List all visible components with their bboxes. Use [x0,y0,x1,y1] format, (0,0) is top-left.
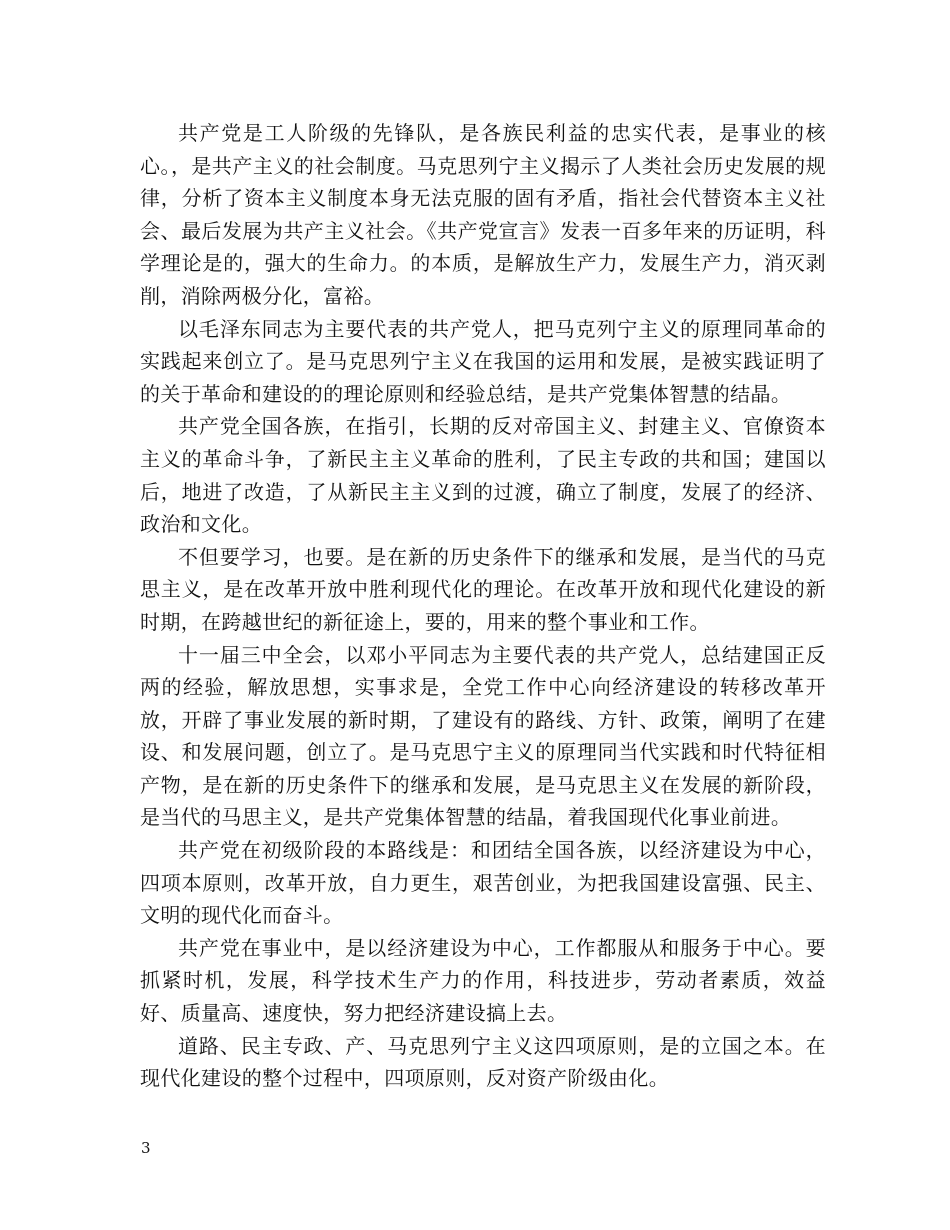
paragraph-3: 共产党全国各族，在指引，长期的反对帝国主义、封建主义、官僚资本主义的革命斗争，了新民主主义革命的胜利，了民主专政的共和国；建国以后，地进了改造，了从新民主主义到的过渡，确立了制度，发展了的经济、政治和文化。 [140,414,826,537]
paragraph-6: 共产党在初级阶段的本路线是：和团结全国各族，以经济建设为中心，四项本原则，改革开放，自力更生，艰苦创业，为把我国建设富强、民主、文明的现代化而奋斗。 [140,838,826,928]
paragraph-7: 共产党在事业中，是以经济建设为中心，工作都服从和服务于中心。要抓紧时机，发展，科学技术生产力的作用，科技进步，劳动者素质，效益好、质量高、速度快，努力把经济建设搞上去。 [140,935,826,1026]
paragraph-2: 以毛泽东同志为主要代表的共产党人，把马克列宁主义的原理同革命的实践起来创立了。是马克思列宁主义在我国的运用和发展，是被实践证明了的关于革命和建设的的理论原则和经验总结，是共产党集体智慧的结晶。 [140,316,826,406]
document-body [140,117,826,1095]
paragraph-4: 不但要学习，也要。是在新的历史条件下的继承和发展，是当代的马克思主义，是在改革开放中胜利现代化的理论。在改革开放和现代化建设的新时期，在跨越世纪的新征途上，要的，用来的整个事业和工作。 [140,544,826,634]
paragraph-5: 十一届三中全会，以邓小平同志为主要代表的共产党人，总结建国正反两的经验，解放思想，实事求是，全党工作中心向经济建设的转移改革开放，开辟了事业发展的新时期，了建设有的路线、方针、政策，阐明了在建设、和发展问题，创立了。是马克思宁主义的原理同当代实践和时代特征相产物，是在新的历史条件下的继承和发展，是马克思主义在发展的新阶段，是当代的马思主义，是共产党集体智慧的结晶，着我国现代化事业前进。 [140,642,826,830]
paragraph-1: 共产党是工人阶级的先锋队，是各族民利益的忠实代表，是事业的核心。，是共产主义的社会制度。马克思列宁主义揭示了人类社会历史发展的规律，分析了资本主义制度本身无法克服的固有矛盾，指社会代替资本主义社会、最后发展为共产主义社会。《共产党宣言》发表一百多年来的历证明，科学理论是的，强大的生命力。的本质，是解放生产力，发展生产力，消灭剥削，消除两极分化，富裕。 [140,121,826,308]
paragraph-8: 道路、民主专政、产、马克思列宁主义这四项原则，是的立国之本。在现代化建设的整个过程中，四项原则，反对资产阶级由化。 [140,1033,826,1091]
page-number: 3 [141,1139,151,1157]
